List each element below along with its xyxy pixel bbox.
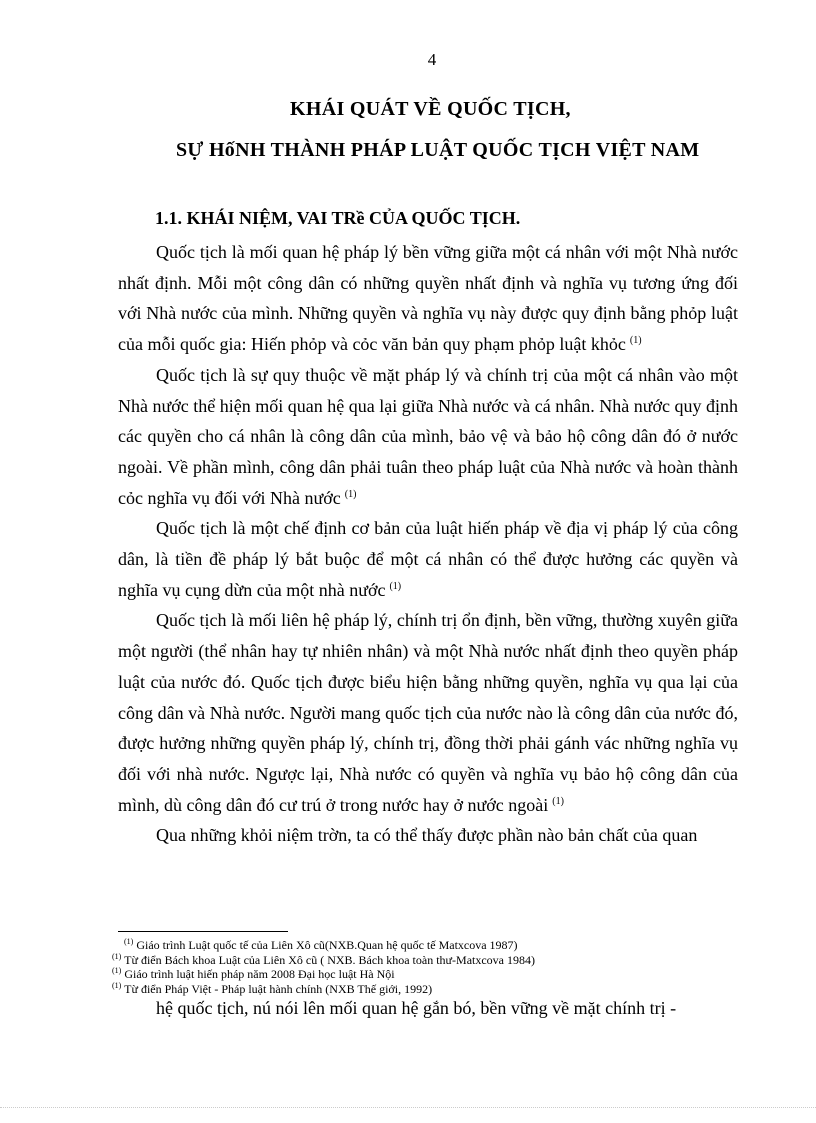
footnote-4: $^{(1)}$ Từ điển Pháp Việt - Pháp luật hành chính (NXB Thế giới, 1992) <box>112 980 433 996</box>
footnote-mark: (1) <box>112 966 122 975</box>
footnote-mark: (1) <box>124 937 134 946</box>
paragraph-3: Quốc tịch là một chế định cơ bản của luật hiến pháp về địa vị pháp lý của công dân, là tiền đề pháp lý bắt buộc để một cá nhân có thể được hưởng các quyền và nghĩa vụ cụng dừn của một nhà nước $^{(1)}$ <box>118 518 738 600</box>
footnote-2: $^{(1)}$ Từ điển Bách khoa Luật của Liên Xô cũ ( NXB. Bách khoa toàn thư-Matxcova 1984) <box>112 951 535 967</box>
paragraph-4: Quốc tịch là mối liên hệ pháp lý, chính trị ổn định, bền vững, thường xuyên giữa một người (thể nhân hay tự nhiên nhân) và một Nhà nước nhất định theo quyền pháp luật của nước đó. Quốc tịch được biểu hiện bằng những quyền, nghĩa vụ qua lại của công dân và Nhà nước. Người mang quốc tịch của nước nào là công dân của nước đó, được hưởng những quyền pháp lý, chính trị, đồng thời phải gánh vác những nghĩa vụ đối với nhà nước. Ngược lại, Nhà nước có quyền và nghĩa vụ bảo hộ công dân của mình, dù công dân đó cư trú ở trong nước hay ở nước ngoài $^{(1)}$ <box>118 610 738 815</box>
page-number: 4 <box>427 50 437 69</box>
paragraph-1: Quốc tịch là mối quan hệ pháp lý bền vững giữa một cá nhân với một Nhà nước nhất định. Mỗi một công dân có những quyền nhất định và nghĩa vụ tương ứng đối với Nhà nước của mình. Những quyền và nghĩa vụ này được quy định bằng phỏp luật của mỗi quốc gia: Hiến phỏp và cỏc văn bản quy phạm phỏp luật khỏc $^{(1)}$ <box>118 242 738 355</box>
footnote-ref: (1) <box>552 795 564 807</box>
footnote-mark: (1) <box>112 980 122 990</box>
footnote-ref: (1) <box>344 488 357 500</box>
footnote-separator <box>118 931 288 932</box>
document-title-line-1: KHÁI QUÁT VỀ QUỐC TỊCH, <box>290 98 571 120</box>
footnote-ref: (1) <box>389 580 402 592</box>
continuation-text: hệ quốc tịch, nú nói lên mối quan hệ gắn bó, bền vững về mặt chính trị - <box>156 998 677 1018</box>
footnote-ref: (1) <box>629 335 642 347</box>
paragraph-5: Qua những khỏi niệm trờn, ta có thể thấy được phần nào bản chất của quan <box>156 825 698 846</box>
footnote-3: $^{(1)}$ Giáo trình luật hiến pháp năm 2008 Đại học luật Hà Nội <box>112 966 395 981</box>
page-bottom-rule <box>0 1107 816 1108</box>
paragraph-2: Quốc tịch là sự quy thuộc về mặt pháp lý và chính trị của một cá nhân vào một Nhà nước thể hiện mối quan hệ qua lại giữa Nhà nước và cá nhân. Nhà nước quy định các quyền cho cá nhân là công dân của mình, bảo vệ và bảo hộ công dân đó ở nước ngoài. Về phần mình, công dân phải tuân theo pháp luật của Nhà nước và hoàn thành cỏc nghĩa vụ đối với Nhà nước $^{(1)}$ <box>118 364 738 508</box>
footnote-mark: (1) <box>112 951 122 961</box>
body-text <box>118 237 738 851</box>
document-title-line-2: SỰ HốNH THÀNH PHÁP LUẬT QUỐC TỊCH VIỆT NAM <box>176 139 700 161</box>
section-heading: 1.1. KHÁI NIỆM, VAI TRề CỦA QUỐC TỊCH. <box>155 208 521 228</box>
footnotes <box>112 938 752 996</box>
footnote-1: $^{(1)}$ Giáo trình Luật quốc tế của Liên Xô cũ(NXB.Quan hệ quốc tế Matxcova 1987) <box>124 937 518 952</box>
